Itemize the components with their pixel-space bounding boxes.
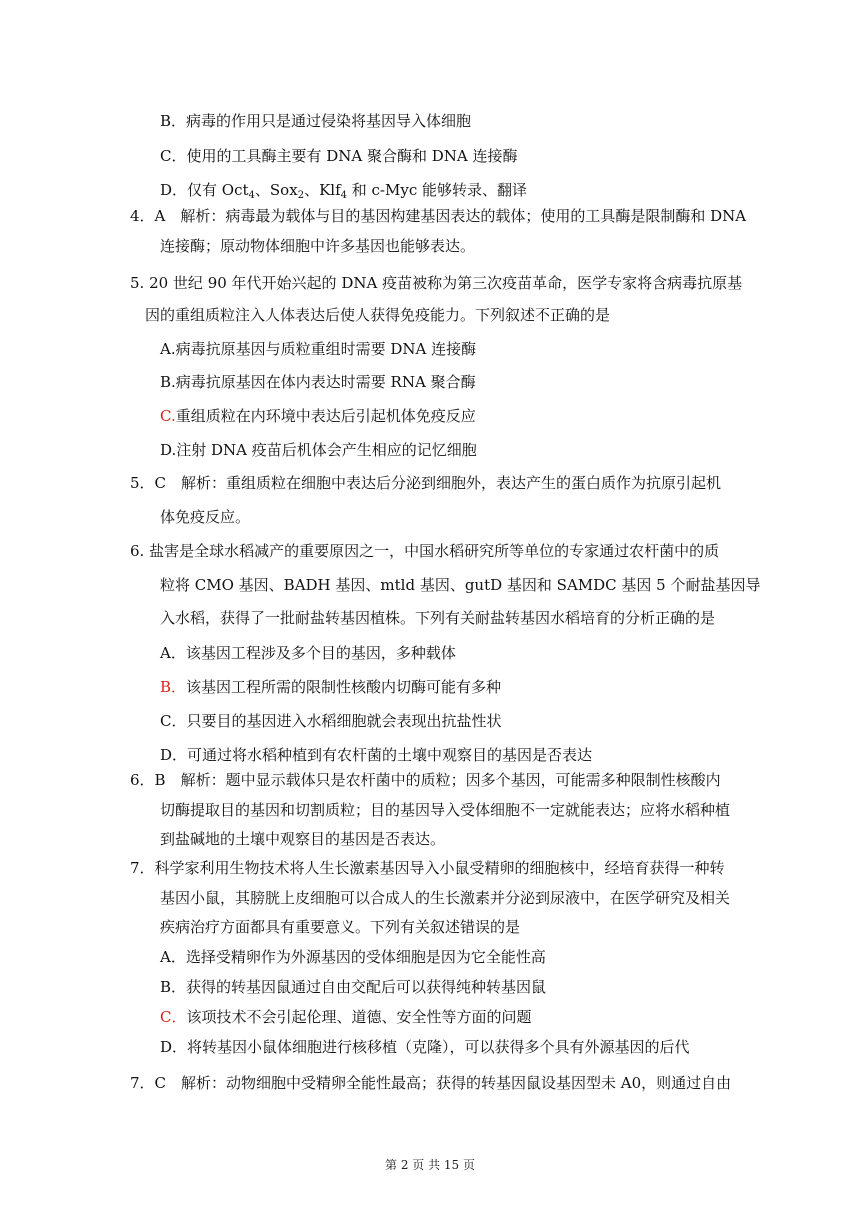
answer-5-line-1: 5．C 解析：重组质粒在细胞中表达后分泌到细胞外，表达产生的蛋白质作为抗原引起机 <box>130 474 722 492</box>
q6-stem-line-1: 6. 盐害是全球水稻减产的重要原因之一，中国水稻研究所等单位的专家通过农杆菌中的质 <box>130 542 720 560</box>
q7-correct-marker: C． <box>160 1008 187 1026</box>
q5-option-a: A.病毒抗原基因与质粒重组时需要 DNA 连接酶 <box>160 340 477 358</box>
answer-5-line-2: 体免疫反应。 <box>160 508 251 526</box>
q5-correct-marker: C. <box>160 407 176 425</box>
q6-option-c: C．只要目的基因进入水稻细胞就会表现出抗盐性状 <box>160 712 502 730</box>
q3-option-d: D．仅有 Oct$_4$、Sox$_2$、Klf$_4$ 和 c-Myc 能够转录、翻译 <box>160 181 528 201</box>
q5-option-d: D.注射 DNA 疫苗后机体会产生相应的记忆细胞 <box>160 441 477 459</box>
answer-6-line-2: 切酶提取目的基因和切割质粒；目的基因导入受体细胞不一定就能表达；应将水稻种植 <box>160 801 731 819</box>
q6-stem-line-2: 粒将 CMO 基因、BADH 基因、mtld 基因、gutD 基因和 SAMDC 基因 5 个耐盐基因导 <box>160 576 761 594</box>
q5-option-b: B.病毒抗原基因在体内表达时需要 RNA 聚合酶 <box>160 373 476 391</box>
q7-option-b: B．获得的转基因鼠通过自由交配后可以获得纯种转基因鼠 <box>160 978 547 996</box>
q7-stem-line-2: 基因小鼠，其膀胱上皮细胞可以合成人的生长激素并分泌到尿液中，在医学研究及相关 <box>160 889 731 907</box>
q3-option-c: C．使用的工具酶主要有 DNA 聚合酶和 DNA 连接酶 <box>160 147 518 165</box>
q7-stem-line-1: 7．科学家利用生物技术将人生长激素基因导入小鼠受精卵的细胞核中，经培育获得一种转 <box>130 859 725 877</box>
answer-7-line-1: 7．C 解析：动物细胞中受精卵全能性最高；获得的转基因鼠设基因型未 A0，则通过自由 <box>130 1074 732 1092</box>
q6-option-a: A．该基因工程涉及多个目的基因，多种载体 <box>160 644 456 662</box>
q7-option-d: D．将转基因小鼠体细胞进行核移植（克隆），可以获得多个具有外源基因的后代 <box>160 1038 690 1056</box>
q6-correct-marker: B． <box>160 678 187 696</box>
q7-option-c: C．该项技术不会引起伦理、道德、安全性等方面的问题 <box>160 1008 532 1026</box>
q6-option-d: D．可通过将水稻种植到有农杆菌的土壤中观察目的基因是否表达 <box>160 746 593 764</box>
q3-option-b: B．病毒的作用只是通过侵染将基因导入体细胞 <box>160 112 472 130</box>
q5-option-c: C.重组质粒在内环境中表达后引起机体免疫反应 <box>160 407 476 425</box>
answer-6-line-3: 到盐碱地的土壤中观察目的基因是否表达。 <box>160 830 446 848</box>
q6-stem-line-3: 入水稻，获得了一批耐盐转基因植株。下列有关耐盐转基因水稻培育的分析正确的是 <box>160 609 716 627</box>
answer-4-line-2: 连接酶；原动物体细胞中许多基因也能够表达。 <box>160 237 476 255</box>
q7-stem-line-3: 疾病治疗方面都具有重要意义。下列有关叙述错误的是 <box>160 918 521 936</box>
q5-stem-line-2: 因的重组质粒注入人体表达后使人获得免疫能力。下列叙述不正确的是 <box>145 306 611 324</box>
q7-option-a: A．选择受精卵作为外源基因的受体细胞是因为它全能性高 <box>160 948 546 966</box>
page-number-footer: 第 2 页 共 15 页 <box>385 1158 475 1172</box>
answer-4-line-1: 4．A 解析：病毒最为载体与目的基因构建基因表达的载体；使用的工具酶是限制酶和 DNA <box>130 207 747 225</box>
q5-stem-line-1: 5. 20 世纪 90 年代开始兴起的 DNA 疫苗被称为第三次疫苗革命，医学专家将含病毒抗原基 <box>130 274 743 292</box>
answer-6-line-1: 6．B 解析：题中显示载体只是农杆菌中的质粒；因多个基因，可能需多种限制性核酸内 <box>130 771 721 789</box>
q6-option-b: B．该基因工程所需的限制性核酸内切酶可能有多种 <box>160 678 502 696</box>
